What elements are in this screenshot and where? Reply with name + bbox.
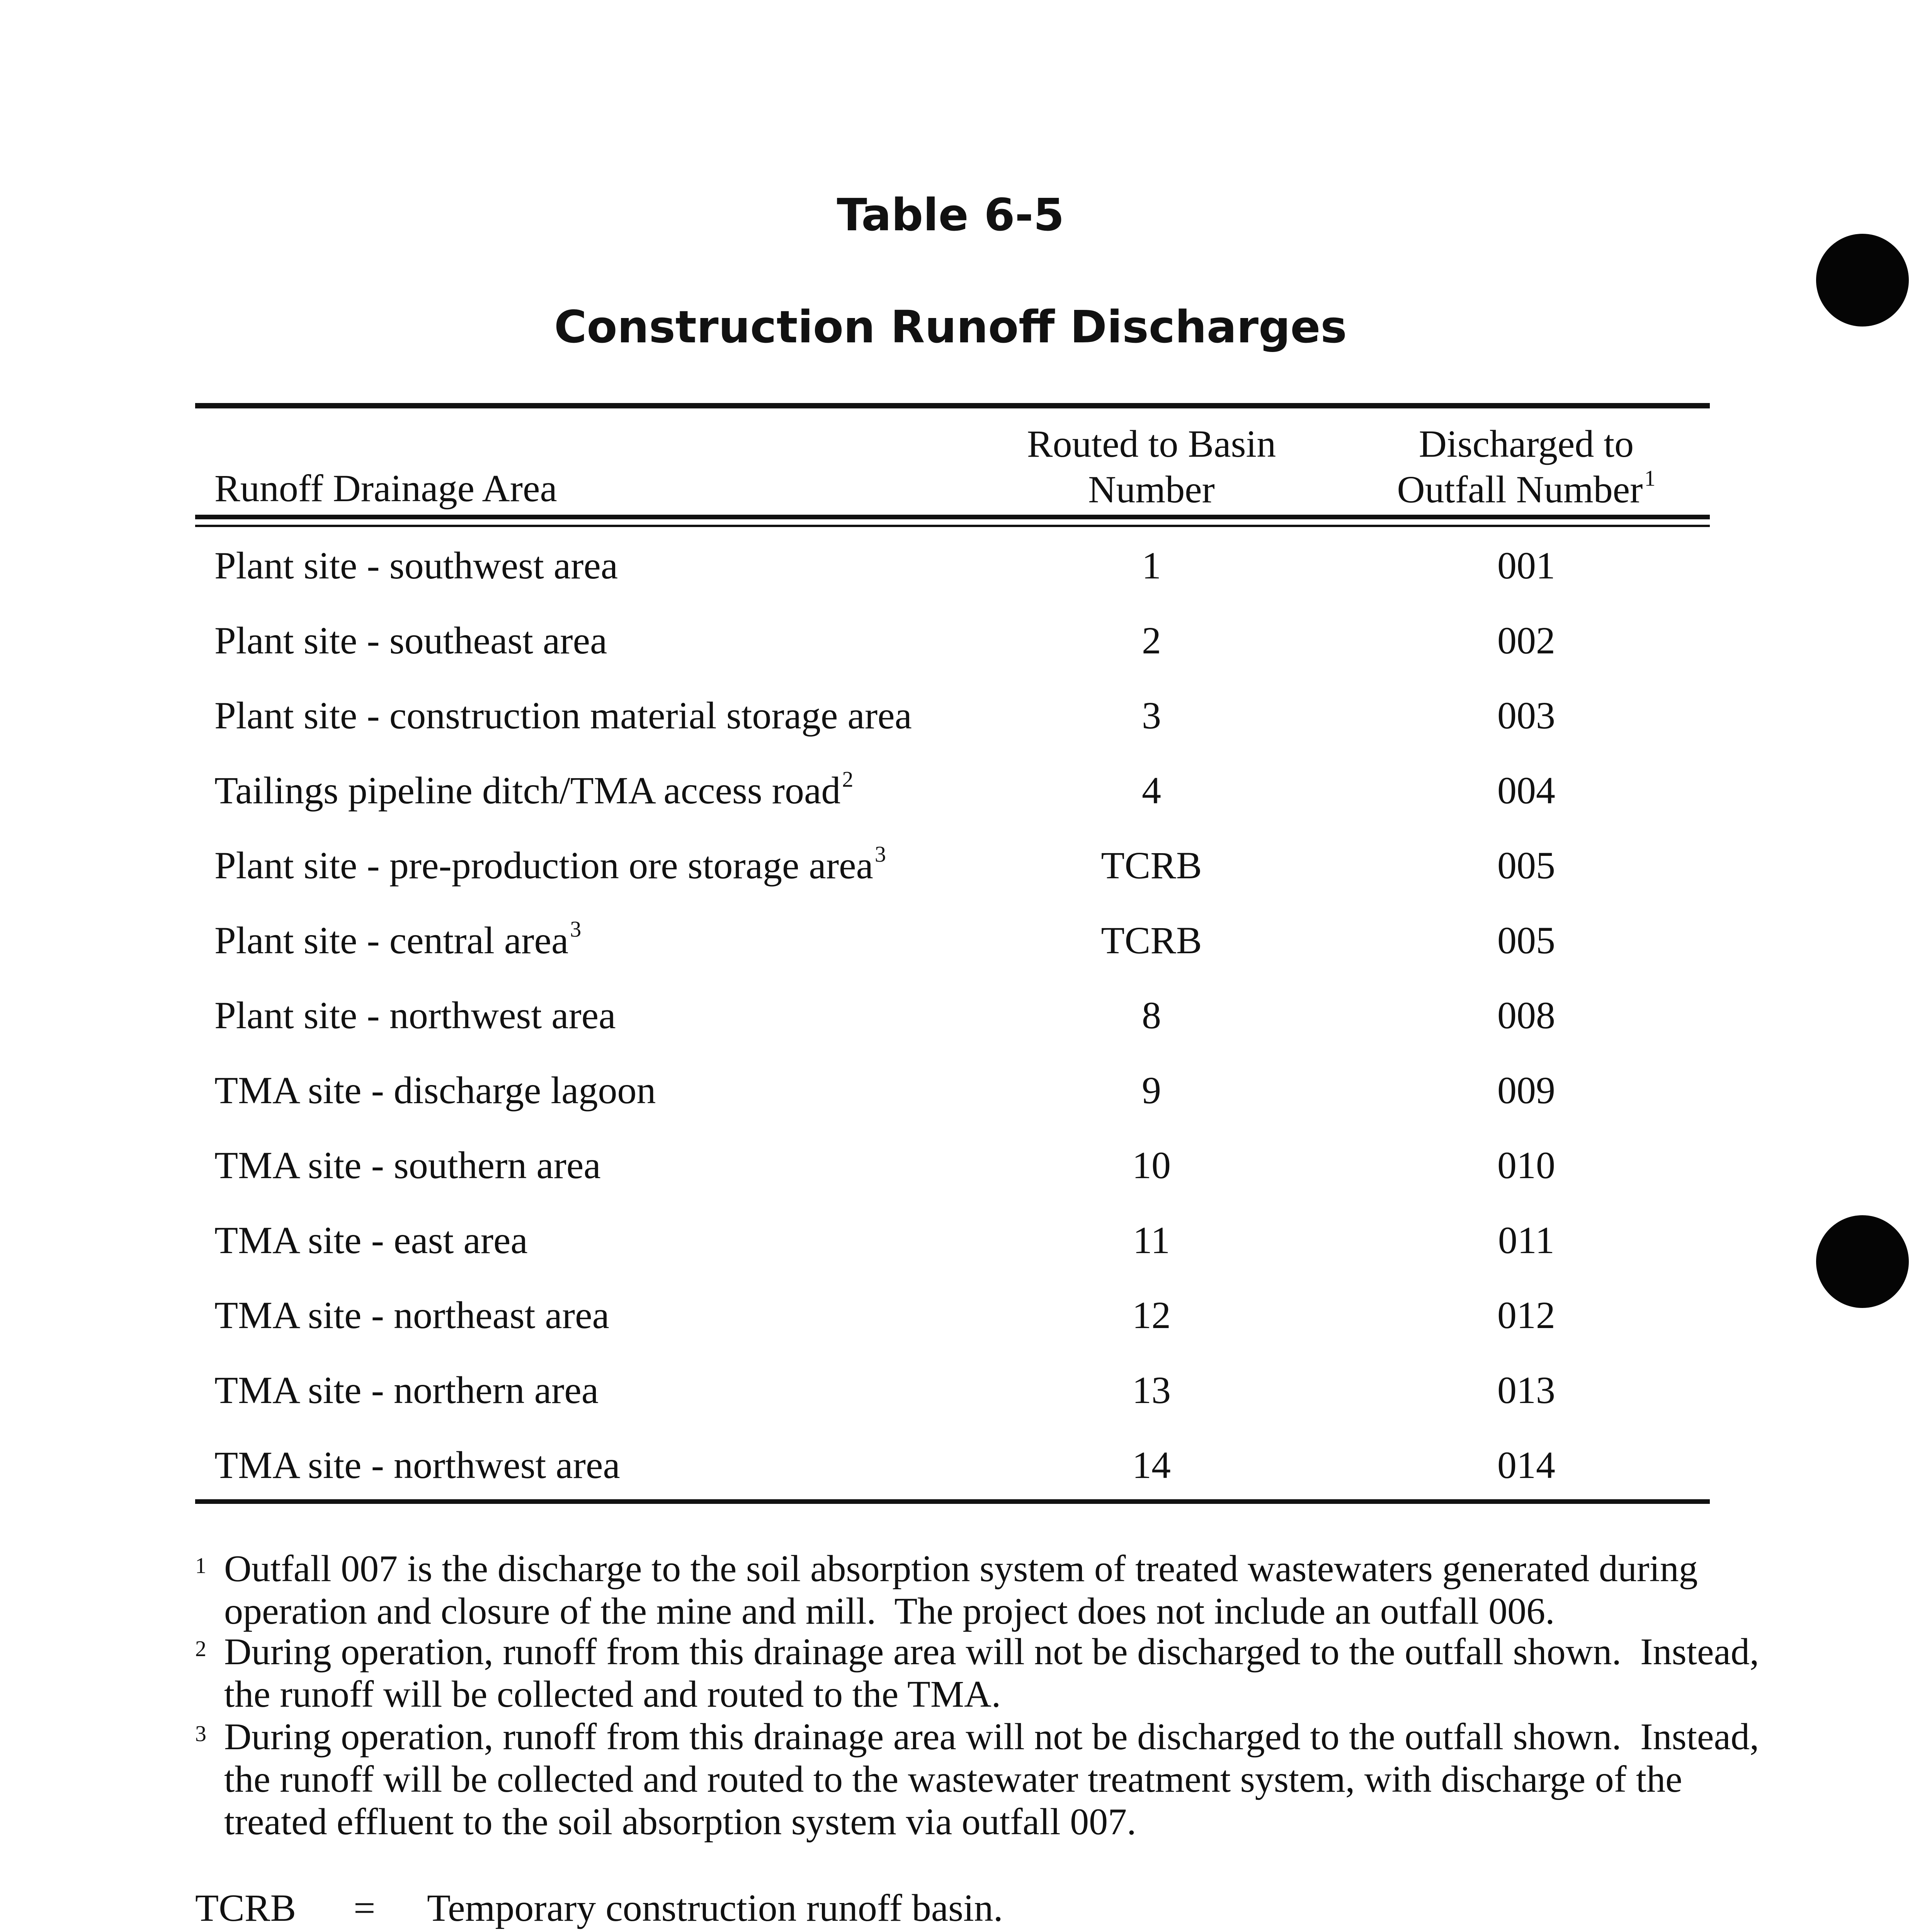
table-top-rule: [195, 403, 1710, 408]
table-cell-drainage-area: [214, 1442, 620, 1488]
column-header-basin-line1: Routed to Basin: [1027, 422, 1276, 465]
footnote-ref: 3: [874, 841, 886, 867]
table-cell-basin-number: TCRB: [1101, 844, 1202, 887]
table-cell-outfall-number: 012: [1497, 1294, 1555, 1337]
column-header-drainage-area: Runoff Drainage Area: [214, 467, 557, 510]
drainage-area-text: Plant site - northwest area: [214, 994, 616, 1037]
table-cell-drainage-area: [214, 693, 912, 738]
binder-hole-middle: [1816, 1215, 1909, 1308]
table-cell-basin-number: 13: [1132, 1369, 1171, 1412]
table-cell-drainage-area: [214, 1367, 599, 1413]
table-cell-drainage-area: [214, 993, 616, 1038]
column-header-outfall-line2: Outfall Number: [1397, 468, 1643, 511]
table-cell-drainage-area: [214, 768, 853, 813]
footnote-ref: 2: [842, 766, 854, 792]
table-cell-outfall-number: 013: [1497, 1369, 1555, 1412]
column-header-basin-number: [962, 421, 1341, 512]
drainage-area-text: TMA site - southern area: [214, 1144, 601, 1187]
table-cell-outfall-number: 005: [1497, 844, 1555, 887]
drainage-area-text: Tailings pipeline ditch/TMA access road: [214, 769, 841, 812]
footnote-line: During operation, runoff from this drainage area will not be discharged to the outfall shown. Instead,: [224, 1716, 1759, 1758]
header-double-rule-bottom: [195, 525, 1710, 527]
column-header-outfall-number: [1337, 421, 1716, 512]
drainage-area-text: TMA site - east area: [214, 1219, 528, 1262]
table-cell-outfall-number: 005: [1497, 919, 1555, 962]
footnote-line: During operation, runoff from this drainage area will not be discharged to the outfall shown. Instead,: [224, 1631, 1759, 1673]
abbreviation-equals: =: [354, 1886, 376, 1929]
column-header-basin-line2: Number: [1088, 468, 1215, 511]
drainage-area-text: Plant site - central area: [214, 919, 569, 962]
footnote-line: operation and closure of the mine and mill. The project does not include an outfall 006.: [224, 1590, 1555, 1632]
table-cell-drainage-area: [214, 1143, 601, 1188]
column-header-outfall-line1: Discharged to: [1418, 422, 1634, 465]
table-cell-drainage-area: [214, 1068, 656, 1113]
table-cell-drainage-area: [214, 1218, 528, 1263]
table-subtitle: Construction Runoff Discharges: [554, 301, 1347, 353]
table-cell-outfall-number: 008: [1497, 994, 1555, 1037]
table-cell-outfall-number: 011: [1498, 1219, 1555, 1262]
table-cell-outfall-number: 002: [1497, 619, 1555, 662]
binder-hole-top: [1816, 234, 1909, 327]
footnote-text: [224, 1548, 1723, 1633]
table-cell-basin-number: 2: [1142, 619, 1161, 662]
table-cell-basin-number: 12: [1132, 1294, 1171, 1337]
table-cell-basin-number: 1: [1142, 544, 1161, 587]
footnote-line: the runoff will be collected and routed to the wastewater treatment system, with discharge of the: [224, 1759, 1682, 1800]
table-cell-basin-number: 11: [1133, 1219, 1170, 1262]
table-cell-basin-number: 9: [1142, 1069, 1161, 1112]
abbreviation-definition: Temporary construction runoff basin.: [427, 1886, 1003, 1929]
footnote-line: the runoff will be collected and routed to the TMA.: [224, 1673, 1001, 1715]
table-cell-outfall-number: 003: [1497, 694, 1555, 737]
footnote-line: treated effluent to the soil absorption system via outfall 007.: [224, 1801, 1136, 1843]
footnote-text: [224, 1631, 1759, 1716]
table-cell-drainage-area: [214, 918, 581, 963]
drainage-area-text: Plant site - pre-production ore storage area: [214, 844, 873, 887]
table-cell-outfall-number: 009: [1497, 1069, 1555, 1112]
footnote-mark: 2: [195, 1636, 206, 1661]
table-title: Table 6-5: [837, 189, 1065, 241]
drainage-area-text: Plant site - southeast area: [214, 619, 607, 662]
drainage-area-text: Plant site - construction material storage area: [214, 694, 912, 737]
footnote-text: [224, 1716, 1759, 1843]
table-cell-drainage-area: [214, 843, 886, 888]
drainage-area-text: TMA site - northwest area: [214, 1444, 620, 1486]
table-cell-basin-number: 14: [1132, 1444, 1171, 1486]
footnote-mark: 1: [195, 1553, 206, 1578]
drainage-area-text: Plant site - southwest area: [214, 544, 618, 587]
drainage-area-text: TMA site - northeast area: [214, 1294, 609, 1337]
table-cell-outfall-number: 001: [1497, 544, 1555, 587]
header-double-rule-top: [195, 515, 1710, 519]
table-cell-basin-number: 8: [1142, 994, 1161, 1037]
table-cell-outfall-number: 004: [1497, 769, 1555, 812]
drainage-area-text: TMA site - discharge lagoon: [214, 1069, 656, 1112]
table-cell-drainage-area: [214, 1293, 609, 1338]
table-cell-outfall-number: 010: [1497, 1144, 1555, 1187]
table-cell-basin-number: 10: [1132, 1144, 1171, 1187]
table-cell-basin-number: 3: [1142, 694, 1161, 737]
footnote-ref: 3: [570, 916, 582, 942]
table-cell-basin-number: 4: [1142, 769, 1161, 812]
table-cell-drainage-area: [214, 543, 618, 588]
table-cell-basin-number: TCRB: [1101, 919, 1202, 962]
drainage-area-text: TMA site - northern area: [214, 1369, 599, 1412]
table-cell-drainage-area: [214, 618, 607, 663]
footnote-ref: 1: [1644, 465, 1656, 491]
footnote-line: Outfall 007 is the discharge to the soil absorption system of treated wastewaters generated during: [224, 1548, 1698, 1590]
abbreviation-term: TCRB: [195, 1886, 296, 1929]
table-bottom-rule: [195, 1499, 1710, 1504]
footnote-mark: 3: [195, 1721, 206, 1746]
table-cell-outfall-number: 014: [1497, 1444, 1555, 1486]
